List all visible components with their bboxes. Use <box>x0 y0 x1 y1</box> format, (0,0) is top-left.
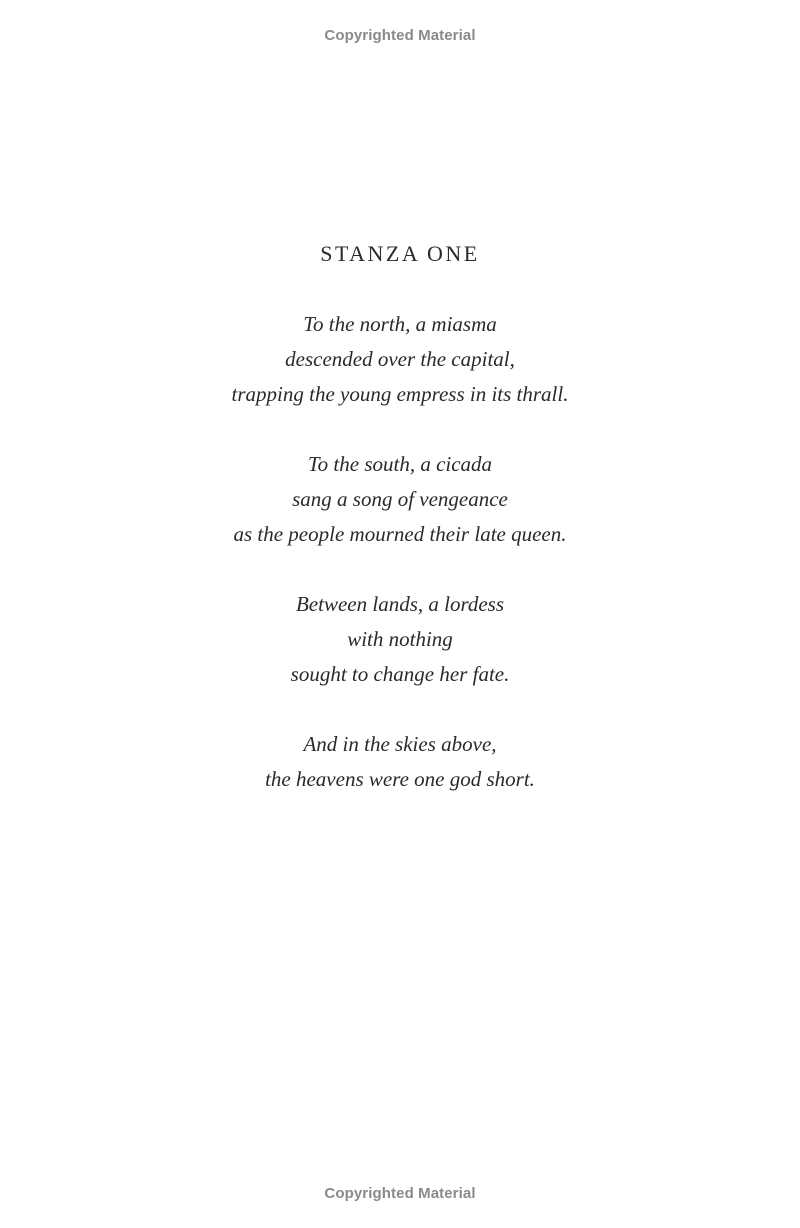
poem-line: trapping the young empress in its thrall. <box>231 382 569 406</box>
poem-line: with nothing <box>347 627 453 651</box>
poem-line: To the south, a cicada <box>307 452 493 476</box>
poem-line: sang a song of vengeance <box>292 487 508 511</box>
verse <box>0 307 800 412</box>
copyright-watermark-top: Copyrighted Material <box>324 27 476 44</box>
verse <box>0 587 800 692</box>
stanza-title: STANZA ONE <box>320 241 480 266</box>
poem-line: descended over the capital, <box>285 347 515 371</box>
poem-line: the heavens were one god short. <box>265 767 535 791</box>
poem-line: And in the skies above, <box>303 732 497 756</box>
poem-line: Between lands, a lordess <box>295 592 505 616</box>
poem-line: To the north, a miasma <box>303 312 497 336</box>
poem <box>0 307 800 832</box>
poem-line: sought to change her fate. <box>290 662 510 686</box>
verse <box>0 727 800 797</box>
poem-line: as the people mourned their late queen. <box>233 522 567 546</box>
verse <box>0 447 800 552</box>
copyright-watermark-bottom: Copyrighted Material <box>324 1185 476 1202</box>
